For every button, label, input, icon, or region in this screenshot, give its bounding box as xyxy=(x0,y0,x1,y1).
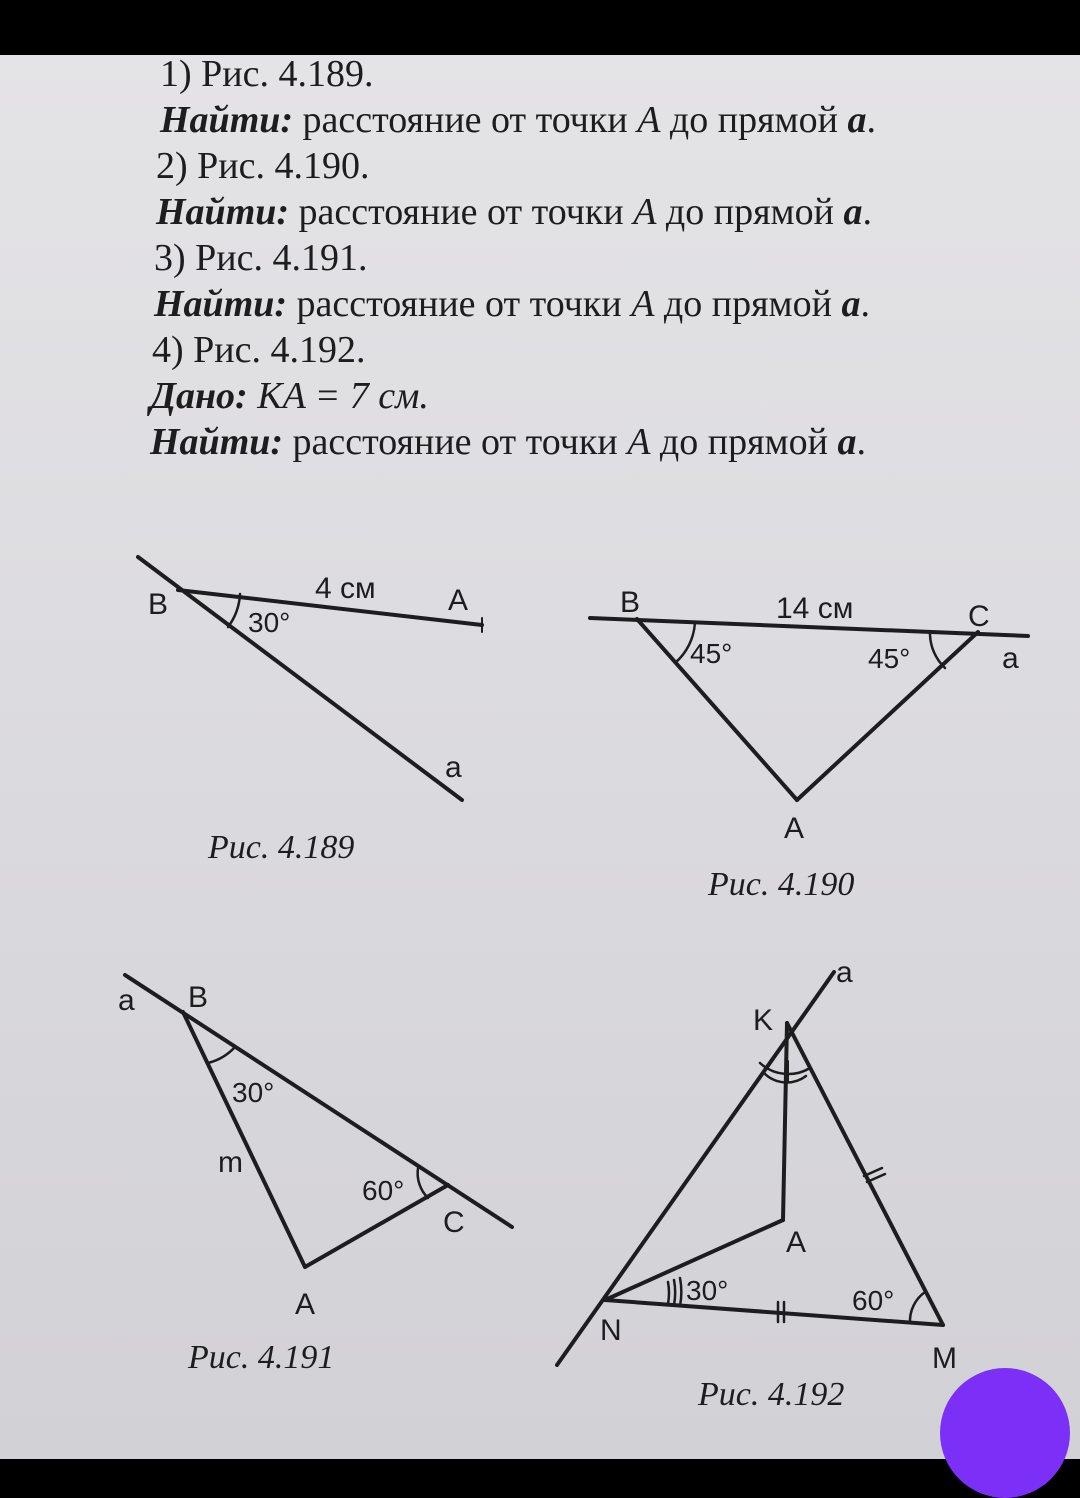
segment-ka xyxy=(783,1023,787,1220)
problem-2-number: 2) Рис. 4.190. xyxy=(156,145,370,187)
textbook-page xyxy=(0,55,1080,1459)
caption-4-189: Рис. 4.189 xyxy=(208,829,355,866)
label-line-a: a xyxy=(836,956,853,989)
label-a-point: A xyxy=(786,1226,807,1259)
problem-4-find: Найти: расстояние от точки A до прямой a. xyxy=(150,421,866,463)
label-angle-c: 45° xyxy=(868,643,911,674)
tick-km-2 xyxy=(867,1174,885,1182)
label-length: 4 см xyxy=(315,572,376,605)
label-c: C xyxy=(968,600,990,633)
label-angle-n: 30° xyxy=(686,1275,729,1306)
label-angle-c: 60° xyxy=(362,1175,405,1206)
problem-2-find: Найти: расстояние от точки A до прямой a. xyxy=(156,191,872,233)
caption-4-190: Рис. 4.190 xyxy=(708,866,855,903)
angle-arc-n-1 xyxy=(668,1282,669,1304)
figure-4-190 xyxy=(590,618,1028,800)
label-a-point: A xyxy=(784,812,805,845)
angle-arc-b xyxy=(208,1047,235,1063)
label-angle-m: 60° xyxy=(852,1285,895,1316)
label-a-point: A xyxy=(295,1288,316,1321)
problem-4-number: 4) Рис. 4.192. xyxy=(152,329,366,371)
label-line-m: m xyxy=(218,1146,243,1179)
problem-4-given: Дано: KA = 7 см. xyxy=(150,375,429,417)
figure-4-189 xyxy=(138,557,482,800)
angle-arc-n-2 xyxy=(674,1280,675,1305)
label-line-a: a xyxy=(445,751,462,784)
label-k: K xyxy=(753,1004,774,1037)
problem-1-number: 1) Рис. 4.189. xyxy=(160,55,374,95)
figures-canvas xyxy=(0,55,1080,1459)
problem-3-find: Найти: расстояние от точки A до прямой a. xyxy=(154,283,870,325)
angle-arc-n-3 xyxy=(680,1278,681,1306)
caption-4-191: Рис. 4.191 xyxy=(188,1339,335,1376)
label-angle-b: 45° xyxy=(690,638,733,669)
problem-1-find: Найти: расстояние от точки A до прямой a. xyxy=(160,99,876,141)
label-line-a: a xyxy=(1002,642,1019,675)
problem-3-number: 3) Рис. 4.191. xyxy=(154,237,368,279)
label-c: C xyxy=(443,1206,465,1239)
caption-4-192: Рис. 4.192 xyxy=(698,1376,845,1413)
tick-km-1 xyxy=(864,1168,882,1176)
floating-action-button[interactable] xyxy=(940,1368,1070,1498)
label-a-point: A xyxy=(448,584,469,617)
label-b: B xyxy=(620,586,641,619)
label-line-a: a xyxy=(118,984,135,1017)
label-m: M xyxy=(932,1342,957,1375)
label-b: B xyxy=(188,981,209,1014)
label-b: B xyxy=(148,588,169,621)
angle-arc-b xyxy=(228,594,240,627)
angle-arc-m xyxy=(910,1292,925,1323)
label-angle-30: 30° xyxy=(248,607,291,638)
label-angle-b: 30° xyxy=(232,1077,275,1108)
label-length: 14 см xyxy=(776,592,854,625)
label-n: N xyxy=(600,1314,622,1347)
line-a xyxy=(138,557,462,800)
